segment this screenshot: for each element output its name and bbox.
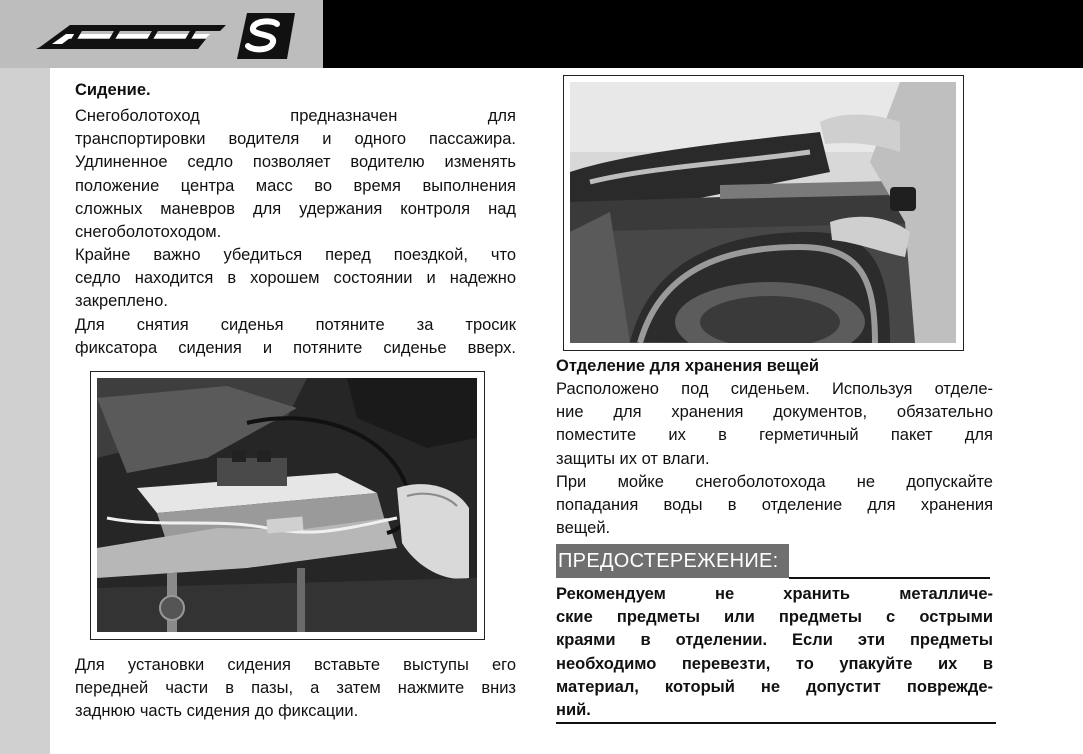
text-line: заднюю часть сидения до фиксации. bbox=[75, 702, 359, 721]
text-line: Крайне важно убедиться перед поездкой, что bbox=[75, 246, 516, 264]
seat-paragraph-1 bbox=[75, 105, 516, 244]
caution-header bbox=[556, 544, 990, 579]
storage-paragraph-2 bbox=[556, 471, 993, 541]
text-line: Удлиненное седло позволяет водителю изменять bbox=[75, 153, 516, 172]
seat-removal-photo-graphic bbox=[570, 82, 956, 343]
seat-install-paragraph bbox=[75, 654, 516, 724]
seat-paragraph-3 bbox=[75, 314, 516, 360]
page-side-margin bbox=[0, 68, 50, 754]
seat-paragraph-2 bbox=[75, 244, 516, 314]
seat-release-photo-graphic bbox=[97, 378, 477, 632]
brand-logo-area bbox=[0, 0, 323, 68]
text-line: материал, который не допустит поврежде- bbox=[556, 677, 993, 696]
text-line: ний. bbox=[556, 701, 591, 720]
text-line: ние для хранения документов, обязательно bbox=[556, 403, 993, 422]
seat-release-photo bbox=[90, 371, 485, 640]
text-line: транспортировки водителя и одного пассажира. bbox=[75, 130, 516, 149]
text-line: закреплено. bbox=[75, 292, 168, 311]
text-line: краями в отделении. Если эти предметы bbox=[556, 631, 993, 650]
caution-text bbox=[556, 583, 993, 722]
stels-s-emblem-icon bbox=[233, 11, 299, 61]
caution-underline bbox=[789, 577, 990, 579]
stels-logo-icon bbox=[30, 17, 230, 57]
text-line: необходимо перевезти, то упакуйте их в bbox=[556, 654, 993, 673]
text-line: Для установки сидения вставьте выступы его bbox=[75, 656, 516, 674]
text-line: положение центра масс во время выполнения bbox=[75, 176, 516, 195]
text-line: Снегоболотоход предназначен для bbox=[75, 107, 516, 125]
text-line: Для снятия сиденья потяните за тросик bbox=[75, 316, 516, 334]
text-line: фиксатора сидения и потяните сиденье вверх. bbox=[75, 339, 516, 358]
text-line: Рекомендуем не хранить металличе- bbox=[556, 585, 993, 603]
text-line: передней части в пазы, а затем нажмите вниз bbox=[75, 679, 516, 698]
text-line: вещей. bbox=[556, 519, 611, 538]
storage-paragraph-1 bbox=[556, 378, 993, 471]
text-line: При мойке снегоболотохода не допускайте bbox=[556, 473, 993, 491]
text-line: ские предметы или предметы с острыми bbox=[556, 608, 993, 627]
text-line: попадания воды в отделение для хранения bbox=[556, 496, 993, 515]
storage-section-title: Отделение для хранения вещей bbox=[556, 357, 820, 375]
text-line: снегоболотоходом. bbox=[75, 223, 222, 242]
text-line: Расположено под сиденьем. Используя отделе- bbox=[556, 380, 993, 398]
caution-label: ПРЕДОСТЕРЕЖЕНИЕ: bbox=[556, 544, 789, 578]
text-line: сложных маневров для удержания контроля над bbox=[75, 199, 516, 218]
page-header bbox=[0, 0, 1083, 68]
seat-section-title: Сидение. bbox=[75, 81, 151, 99]
text-line: поместите их в герметичный пакет для bbox=[556, 426, 993, 445]
text-line: седло находится в хорошем состоянии и надежно bbox=[75, 269, 516, 288]
seat-removal-photo bbox=[563, 75, 964, 351]
caution-bottom-rule bbox=[556, 722, 996, 724]
text-line: защиты их от влаги. bbox=[556, 449, 710, 468]
